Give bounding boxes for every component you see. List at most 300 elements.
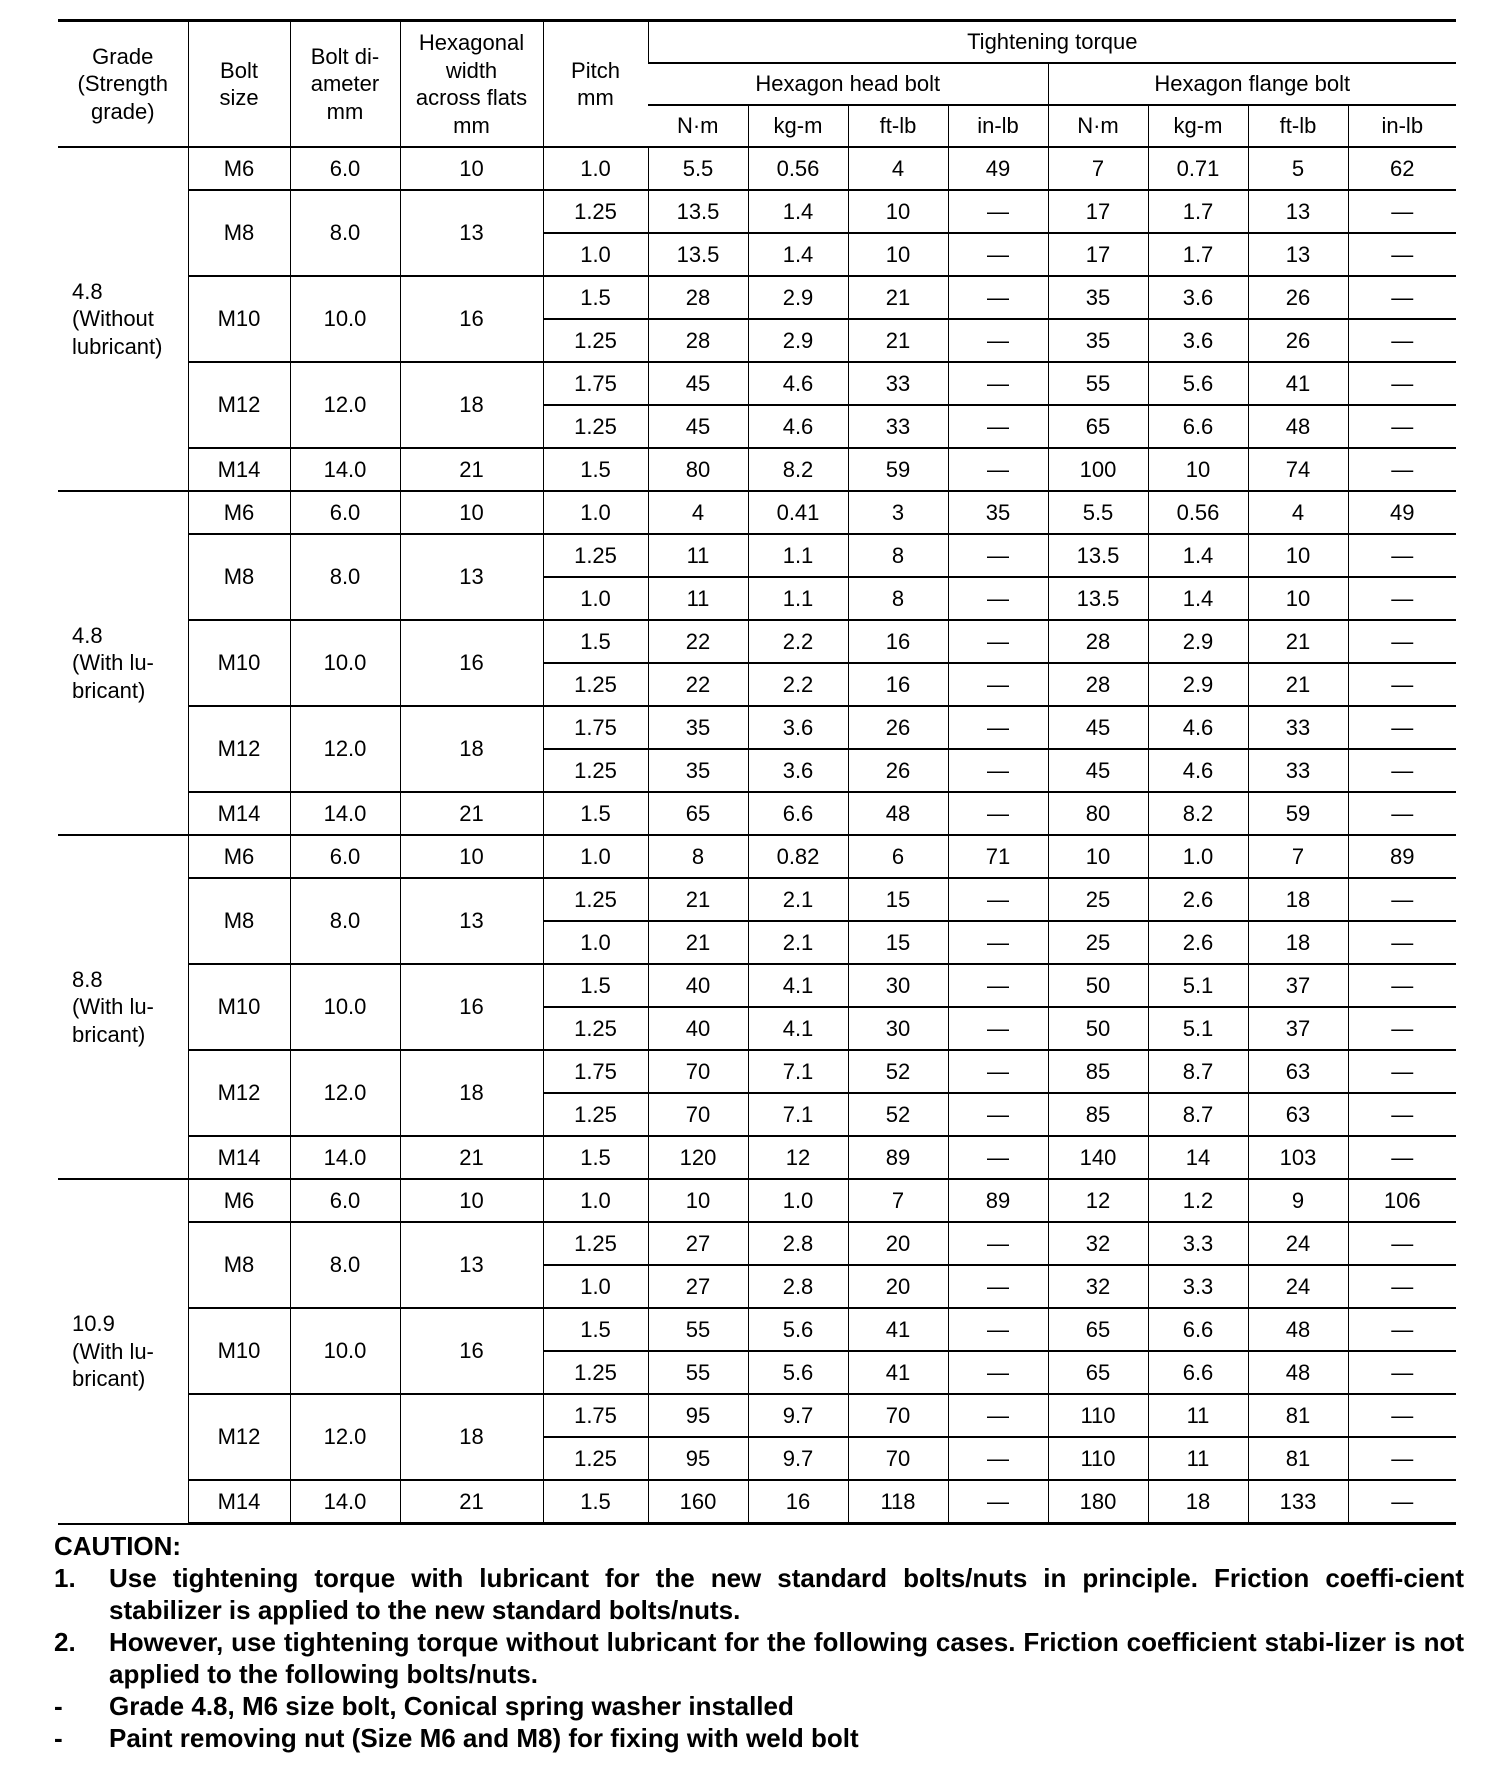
caution-item bbox=[54, 1626, 1464, 1690]
hex-width-cell: 13 bbox=[400, 1222, 543, 1308]
pitch-cell: 1.5 bbox=[543, 1480, 648, 1524]
flange-torque-cell: 49 bbox=[1348, 491, 1456, 534]
flange-torque-cell: — bbox=[1348, 921, 1456, 964]
pitch-cell: 1.75 bbox=[543, 362, 648, 405]
head-torque-cell: 22 bbox=[648, 663, 748, 706]
bolt-diameter-cell: 10.0 bbox=[290, 1308, 400, 1394]
caution-item-marker: 1. bbox=[54, 1563, 76, 1593]
flange-torque-cell: — bbox=[1348, 1308, 1456, 1351]
head-torque-cell: 8 bbox=[848, 577, 948, 620]
head-torque-cell: 7.1 bbox=[748, 1050, 848, 1093]
flange-torque-cell: 1.0 bbox=[1148, 835, 1248, 878]
bolt-size-cell: M12 bbox=[188, 1050, 290, 1136]
flange-torque-cell: 18 bbox=[1148, 1480, 1248, 1524]
bolt-diameter-cell: 14.0 bbox=[290, 1136, 400, 1179]
table-row bbox=[58, 1136, 1456, 1179]
hex-width-cell: 18 bbox=[400, 706, 543, 792]
pitch-cell: 1.25 bbox=[543, 878, 648, 921]
head-torque-cell: 1.1 bbox=[748, 577, 848, 620]
head-torque-cell: — bbox=[948, 706, 1048, 749]
head-torque-cell: 16 bbox=[848, 620, 948, 663]
head-torque-cell: 13.5 bbox=[648, 190, 748, 233]
head-torque-cell: 95 bbox=[648, 1394, 748, 1437]
hex-width-cell: 10 bbox=[400, 1179, 543, 1222]
pitch-cell: 1.0 bbox=[543, 491, 648, 534]
flange-torque-cell: 5.6 bbox=[1148, 362, 1248, 405]
bolt-diameter-cell: 12.0 bbox=[290, 706, 400, 792]
head-torque-cell: 8 bbox=[848, 534, 948, 577]
flange-torque-cell: 13 bbox=[1248, 190, 1348, 233]
flange-torque-cell: 8.7 bbox=[1148, 1093, 1248, 1136]
head-torque-cell: 2.9 bbox=[748, 276, 848, 319]
head-torque-cell: — bbox=[948, 663, 1048, 706]
header-unit: kg-m bbox=[1148, 105, 1248, 147]
bolt-size-cell: M8 bbox=[188, 878, 290, 964]
flange-torque-cell: 11 bbox=[1148, 1437, 1248, 1480]
head-torque-cell: 5.5 bbox=[648, 147, 748, 190]
table-row bbox=[58, 491, 1456, 534]
bolt-diameter-cell: 6.0 bbox=[290, 491, 400, 534]
flange-torque-cell: 89 bbox=[1348, 835, 1456, 878]
hex-width-cell: 13 bbox=[400, 534, 543, 620]
caution-item-marker: 2. bbox=[54, 1627, 76, 1657]
head-torque-cell: — bbox=[948, 921, 1048, 964]
head-torque-cell: 21 bbox=[648, 921, 748, 964]
flange-torque-cell: 28 bbox=[1048, 620, 1148, 663]
flange-torque-cell: — bbox=[1348, 1265, 1456, 1308]
flange-torque-cell: 2.6 bbox=[1148, 878, 1248, 921]
header-unit: ft-lb bbox=[1248, 105, 1348, 147]
flange-torque-cell: 2.6 bbox=[1148, 921, 1248, 964]
head-torque-cell: 89 bbox=[948, 1179, 1048, 1222]
flange-torque-cell: 18 bbox=[1248, 878, 1348, 921]
grade-cell: 4.8 (Without lubricant) bbox=[58, 147, 188, 491]
pitch-cell: 1.5 bbox=[543, 1136, 648, 1179]
bolt-size-cell: M8 bbox=[188, 534, 290, 620]
head-torque-cell: 15 bbox=[848, 878, 948, 921]
head-torque-cell: 2.9 bbox=[748, 319, 848, 362]
head-torque-cell: 4.6 bbox=[748, 405, 848, 448]
head-torque-cell: — bbox=[948, 878, 1048, 921]
flange-torque-cell: 37 bbox=[1248, 964, 1348, 1007]
flange-torque-cell: 25 bbox=[1048, 921, 1148, 964]
table-row bbox=[58, 792, 1456, 835]
head-torque-cell: — bbox=[948, 1222, 1048, 1265]
caution-item bbox=[54, 1562, 1464, 1626]
head-torque-cell: 20 bbox=[848, 1265, 948, 1308]
hex-width-cell: 21 bbox=[400, 1136, 543, 1179]
flange-torque-cell: — bbox=[1348, 448, 1456, 491]
head-torque-cell: 70 bbox=[648, 1093, 748, 1136]
head-torque-cell: — bbox=[948, 964, 1048, 1007]
flange-torque-cell: 65 bbox=[1048, 405, 1148, 448]
flange-torque-cell: — bbox=[1348, 1007, 1456, 1050]
bolt-size-cell: M12 bbox=[188, 1394, 290, 1480]
caution-item-text: Grade 4.8, M6 size bolt, Conical spring washer installed bbox=[109, 1691, 794, 1721]
pitch-cell: 1.25 bbox=[543, 749, 648, 792]
flange-torque-cell: 81 bbox=[1248, 1394, 1348, 1437]
head-torque-cell: 21 bbox=[848, 319, 948, 362]
flange-torque-cell: 26 bbox=[1248, 276, 1348, 319]
head-torque-cell: 7.1 bbox=[748, 1093, 848, 1136]
pitch-cell: 1.75 bbox=[543, 1394, 648, 1437]
flange-torque-cell: 10 bbox=[1048, 835, 1148, 878]
flange-torque-cell: 74 bbox=[1248, 448, 1348, 491]
caution-item-marker: - bbox=[54, 1723, 63, 1753]
head-torque-cell: 95 bbox=[648, 1437, 748, 1480]
flange-torque-cell: 14 bbox=[1148, 1136, 1248, 1179]
head-torque-cell: 8 bbox=[648, 835, 748, 878]
flange-torque-cell: 33 bbox=[1248, 706, 1348, 749]
table-row bbox=[58, 835, 1456, 878]
flange-torque-cell: — bbox=[1348, 706, 1456, 749]
head-torque-cell: 3.6 bbox=[748, 706, 848, 749]
flange-torque-cell: 3.6 bbox=[1148, 276, 1248, 319]
flange-torque-cell: 18 bbox=[1248, 921, 1348, 964]
bolt-diameter-cell: 6.0 bbox=[290, 1179, 400, 1222]
head-torque-cell: 1.4 bbox=[748, 190, 848, 233]
table-row bbox=[58, 534, 1456, 577]
flange-torque-cell: 8.7 bbox=[1148, 1050, 1248, 1093]
flange-torque-cell: — bbox=[1348, 1093, 1456, 1136]
head-torque-cell: 16 bbox=[848, 663, 948, 706]
head-torque-cell: 2.8 bbox=[748, 1222, 848, 1265]
flange-torque-cell: 12 bbox=[1048, 1179, 1148, 1222]
flange-torque-cell: 28 bbox=[1048, 663, 1148, 706]
flange-torque-cell: 5.1 bbox=[1148, 964, 1248, 1007]
caution-item-text: Paint removing nut (Size M6 and M8) for fixing with weld bolt bbox=[109, 1723, 859, 1753]
head-torque-cell: 1.0 bbox=[748, 1179, 848, 1222]
flange-torque-cell: 24 bbox=[1248, 1222, 1348, 1265]
flange-torque-cell: 5 bbox=[1248, 147, 1348, 190]
hex-width-cell: 10 bbox=[400, 835, 543, 878]
head-torque-cell: 55 bbox=[648, 1308, 748, 1351]
head-torque-cell: — bbox=[948, 534, 1048, 577]
pitch-cell: 1.5 bbox=[543, 448, 648, 491]
head-torque-cell: 5.6 bbox=[748, 1351, 848, 1394]
flange-torque-cell: — bbox=[1348, 534, 1456, 577]
flange-torque-cell: 5.5 bbox=[1048, 491, 1148, 534]
head-torque-cell: 11 bbox=[648, 577, 748, 620]
head-torque-cell: — bbox=[948, 1093, 1048, 1136]
pitch-cell: 1.5 bbox=[543, 792, 648, 835]
head-torque-cell: 30 bbox=[848, 1007, 948, 1050]
head-torque-cell: 2.8 bbox=[748, 1265, 848, 1308]
pitch-cell: 1.0 bbox=[543, 835, 648, 878]
bolt-size-cell: M14 bbox=[188, 448, 290, 491]
flange-torque-cell: 32 bbox=[1048, 1222, 1148, 1265]
table-body bbox=[58, 147, 1456, 1524]
flange-torque-cell: 65 bbox=[1048, 1351, 1148, 1394]
head-torque-cell: 0.82 bbox=[748, 835, 848, 878]
flange-torque-cell: 1.2 bbox=[1148, 1179, 1248, 1222]
head-torque-cell: 4 bbox=[848, 147, 948, 190]
head-torque-cell: 11 bbox=[648, 534, 748, 577]
head-torque-cell: 52 bbox=[848, 1050, 948, 1093]
head-torque-cell: 9.7 bbox=[748, 1437, 848, 1480]
hex-width-cell: 21 bbox=[400, 1480, 543, 1524]
bolt-size-cell: M8 bbox=[188, 1222, 290, 1308]
head-torque-cell: — bbox=[948, 749, 1048, 792]
header-bolt-diameter: Bolt di- ameter mm bbox=[290, 21, 400, 148]
head-torque-cell: 2.2 bbox=[748, 663, 848, 706]
head-torque-cell: 4.1 bbox=[748, 1007, 848, 1050]
flange-torque-cell: 50 bbox=[1048, 964, 1148, 1007]
head-torque-cell: — bbox=[948, 405, 1048, 448]
head-torque-cell: 30 bbox=[848, 964, 948, 1007]
flange-torque-cell: 63 bbox=[1248, 1093, 1348, 1136]
flange-torque-cell: 2.9 bbox=[1148, 620, 1248, 663]
flange-torque-cell: 133 bbox=[1248, 1480, 1348, 1524]
flange-torque-cell: — bbox=[1348, 878, 1456, 921]
table-row bbox=[58, 1394, 1456, 1437]
flange-torque-cell: 24 bbox=[1248, 1265, 1348, 1308]
hex-width-cell: 21 bbox=[400, 792, 543, 835]
flange-torque-cell: 11 bbox=[1148, 1394, 1248, 1437]
head-torque-cell: — bbox=[948, 1050, 1048, 1093]
head-torque-cell: 40 bbox=[648, 1007, 748, 1050]
head-torque-cell: 13.5 bbox=[648, 233, 748, 276]
table-row bbox=[58, 1179, 1456, 1222]
pitch-cell: 1.25 bbox=[543, 1093, 648, 1136]
flange-torque-cell: 33 bbox=[1248, 749, 1348, 792]
bolt-size-cell: M12 bbox=[188, 706, 290, 792]
head-torque-cell: 65 bbox=[648, 792, 748, 835]
head-torque-cell: 21 bbox=[648, 878, 748, 921]
flange-torque-cell: 55 bbox=[1048, 362, 1148, 405]
head-torque-cell: 35 bbox=[648, 706, 748, 749]
table-row bbox=[58, 878, 1456, 921]
flange-torque-cell: 10 bbox=[1248, 577, 1348, 620]
flange-torque-cell: 48 bbox=[1248, 1308, 1348, 1351]
flange-torque-cell: 4.6 bbox=[1148, 706, 1248, 749]
head-torque-cell: — bbox=[948, 1437, 1048, 1480]
pitch-cell: 1.5 bbox=[543, 1308, 648, 1351]
bolt-size-cell: M14 bbox=[188, 792, 290, 835]
flange-torque-cell: 4 bbox=[1248, 491, 1348, 534]
table-row bbox=[58, 1480, 1456, 1524]
table-row bbox=[58, 964, 1456, 1007]
head-torque-cell: — bbox=[948, 577, 1048, 620]
flange-torque-cell: 1.4 bbox=[1148, 577, 1248, 620]
flange-torque-cell: 59 bbox=[1248, 792, 1348, 835]
hex-width-cell: 18 bbox=[400, 362, 543, 448]
bolt-diameter-cell: 10.0 bbox=[290, 620, 400, 706]
head-torque-cell: 55 bbox=[648, 1351, 748, 1394]
flange-torque-cell: — bbox=[1348, 1437, 1456, 1480]
bolt-size-cell: M6 bbox=[188, 147, 290, 190]
pitch-cell: 1.25 bbox=[543, 534, 648, 577]
bolt-diameter-cell: 8.0 bbox=[290, 878, 400, 964]
head-torque-cell: 70 bbox=[648, 1050, 748, 1093]
bolt-size-cell: M12 bbox=[188, 362, 290, 448]
flange-torque-cell: — bbox=[1348, 276, 1456, 319]
table-row bbox=[58, 362, 1456, 405]
header-unit: in-lb bbox=[1348, 105, 1456, 147]
head-torque-cell: — bbox=[948, 1007, 1048, 1050]
flange-torque-cell: — bbox=[1348, 620, 1456, 663]
head-torque-cell: 70 bbox=[848, 1394, 948, 1437]
pitch-cell: 1.5 bbox=[543, 620, 648, 663]
flange-torque-cell: — bbox=[1348, 663, 1456, 706]
head-torque-cell: 6 bbox=[848, 835, 948, 878]
flange-torque-cell: 110 bbox=[1048, 1437, 1148, 1480]
flange-torque-cell: 85 bbox=[1048, 1050, 1148, 1093]
bolt-size-cell: M6 bbox=[188, 1179, 290, 1222]
head-torque-cell: — bbox=[948, 319, 1048, 362]
bolt-size-cell: M10 bbox=[188, 964, 290, 1050]
flange-torque-cell: — bbox=[1348, 233, 1456, 276]
head-torque-cell: 35 bbox=[648, 749, 748, 792]
bolt-diameter-cell: 14.0 bbox=[290, 792, 400, 835]
flange-torque-cell: 1.4 bbox=[1148, 534, 1248, 577]
head-torque-cell: 45 bbox=[648, 405, 748, 448]
flange-torque-cell: 10 bbox=[1248, 534, 1348, 577]
head-torque-cell: 3.6 bbox=[748, 749, 848, 792]
bolt-diameter-cell: 6.0 bbox=[290, 835, 400, 878]
head-torque-cell: — bbox=[948, 1351, 1048, 1394]
head-torque-cell: 9.7 bbox=[748, 1394, 848, 1437]
pitch-cell: 1.75 bbox=[543, 1050, 648, 1093]
pitch-cell: 1.25 bbox=[543, 1222, 648, 1265]
head-torque-cell: — bbox=[948, 1394, 1048, 1437]
pitch-cell: 1.25 bbox=[543, 405, 648, 448]
head-torque-cell: 41 bbox=[848, 1308, 948, 1351]
pitch-cell: 1.5 bbox=[543, 276, 648, 319]
head-torque-cell: 59 bbox=[848, 448, 948, 491]
hex-width-cell: 18 bbox=[400, 1050, 543, 1136]
bolt-size-cell: M6 bbox=[188, 835, 290, 878]
head-torque-cell: 26 bbox=[848, 749, 948, 792]
bolt-size-cell: M14 bbox=[188, 1136, 290, 1179]
flange-torque-cell: — bbox=[1348, 1222, 1456, 1265]
flange-torque-cell: 1.7 bbox=[1148, 233, 1248, 276]
header-bolt-size: Bolt size bbox=[188, 21, 290, 148]
flange-torque-cell: 5.1 bbox=[1148, 1007, 1248, 1050]
pitch-cell: 1.0 bbox=[543, 921, 648, 964]
head-torque-cell: — bbox=[948, 276, 1048, 319]
flange-torque-cell: 85 bbox=[1048, 1093, 1148, 1136]
flange-torque-cell: 140 bbox=[1048, 1136, 1148, 1179]
head-torque-cell: 120 bbox=[648, 1136, 748, 1179]
flange-torque-cell: 106 bbox=[1348, 1179, 1456, 1222]
flange-torque-cell: 21 bbox=[1248, 663, 1348, 706]
flange-torque-cell: — bbox=[1348, 362, 1456, 405]
flange-torque-cell: 6.6 bbox=[1148, 1308, 1248, 1351]
header-hex-width: Hexagonal width across flats mm bbox=[400, 21, 543, 148]
flange-torque-cell: — bbox=[1348, 577, 1456, 620]
tightening-torque-table bbox=[58, 19, 1456, 1525]
flange-torque-cell: 4.6 bbox=[1148, 749, 1248, 792]
head-torque-cell: — bbox=[948, 190, 1048, 233]
flange-torque-cell: 6.6 bbox=[1148, 1351, 1248, 1394]
header-unit: kg-m bbox=[748, 105, 848, 147]
head-torque-cell: 80 bbox=[648, 448, 748, 491]
bolt-diameter-cell: 12.0 bbox=[290, 362, 400, 448]
head-torque-cell: 22 bbox=[648, 620, 748, 663]
head-torque-cell: 20 bbox=[848, 1222, 948, 1265]
head-torque-cell: — bbox=[948, 620, 1048, 663]
head-torque-cell: 48 bbox=[848, 792, 948, 835]
head-torque-cell: — bbox=[948, 792, 1048, 835]
head-torque-cell: 40 bbox=[648, 964, 748, 1007]
head-torque-cell: 49 bbox=[948, 147, 1048, 190]
bolt-diameter-cell: 14.0 bbox=[290, 448, 400, 491]
flange-torque-cell: 17 bbox=[1048, 190, 1148, 233]
head-torque-cell: 52 bbox=[848, 1093, 948, 1136]
caution-item-marker: - bbox=[54, 1691, 63, 1721]
flange-torque-cell: 63 bbox=[1248, 1050, 1348, 1093]
flange-torque-cell: 6.6 bbox=[1148, 405, 1248, 448]
flange-torque-cell: 2.9 bbox=[1148, 663, 1248, 706]
flange-torque-cell: — bbox=[1348, 1351, 1456, 1394]
flange-torque-cell: 100 bbox=[1048, 448, 1148, 491]
flange-torque-cell: 3.3 bbox=[1148, 1222, 1248, 1265]
head-torque-cell: 3 bbox=[848, 491, 948, 534]
flange-torque-cell: 37 bbox=[1248, 1007, 1348, 1050]
flange-torque-cell: — bbox=[1348, 1394, 1456, 1437]
head-torque-cell: 0.41 bbox=[748, 491, 848, 534]
bolt-diameter-cell: 12.0 bbox=[290, 1050, 400, 1136]
hex-width-cell: 13 bbox=[400, 190, 543, 276]
grade-cell: 10.9 (With lu- bricant) bbox=[58, 1179, 188, 1524]
table-row bbox=[58, 620, 1456, 663]
bolt-size-cell: M14 bbox=[188, 1480, 290, 1524]
head-torque-cell: — bbox=[948, 362, 1048, 405]
flange-torque-cell: 9 bbox=[1248, 1179, 1348, 1222]
flange-torque-cell: 80 bbox=[1048, 792, 1148, 835]
head-torque-cell: — bbox=[948, 1480, 1048, 1524]
bolt-size-cell: M10 bbox=[188, 1308, 290, 1394]
head-torque-cell: 33 bbox=[848, 405, 948, 448]
head-torque-cell: — bbox=[948, 233, 1048, 276]
head-torque-cell: 21 bbox=[848, 276, 948, 319]
bolt-size-cell: M10 bbox=[188, 620, 290, 706]
pitch-cell: 1.25 bbox=[543, 190, 648, 233]
bolt-diameter-cell: 10.0 bbox=[290, 276, 400, 362]
flange-torque-cell: — bbox=[1348, 964, 1456, 1007]
head-torque-cell: — bbox=[948, 1136, 1048, 1179]
pitch-cell: 1.75 bbox=[543, 706, 648, 749]
head-torque-cell: 2.1 bbox=[748, 878, 848, 921]
head-torque-cell: 41 bbox=[848, 1351, 948, 1394]
flange-torque-cell: — bbox=[1348, 1050, 1456, 1093]
bolt-diameter-cell: 6.0 bbox=[290, 147, 400, 190]
pitch-cell: 1.0 bbox=[543, 147, 648, 190]
grade-cell: 8.8 (With lu- bricant) bbox=[58, 835, 188, 1179]
table-row bbox=[58, 706, 1456, 749]
bolt-size-cell: M8 bbox=[188, 190, 290, 276]
head-torque-cell: — bbox=[948, 1265, 1048, 1308]
flange-torque-cell: — bbox=[1348, 1136, 1456, 1179]
hex-width-cell: 16 bbox=[400, 620, 543, 706]
hex-width-cell: 13 bbox=[400, 878, 543, 964]
head-torque-cell: 28 bbox=[648, 276, 748, 319]
flange-torque-cell: 32 bbox=[1048, 1265, 1148, 1308]
table-row bbox=[58, 448, 1456, 491]
head-torque-cell: — bbox=[948, 448, 1048, 491]
flange-torque-cell: 26 bbox=[1248, 319, 1348, 362]
bolt-diameter-cell: 12.0 bbox=[290, 1394, 400, 1480]
head-torque-cell: 28 bbox=[648, 319, 748, 362]
flange-torque-cell: 3.6 bbox=[1148, 319, 1248, 362]
flange-torque-cell: 35 bbox=[1048, 319, 1148, 362]
pitch-cell: 1.25 bbox=[543, 1351, 648, 1394]
table-row bbox=[58, 1308, 1456, 1351]
head-torque-cell: 5.6 bbox=[748, 1308, 848, 1351]
flange-torque-cell: — bbox=[1348, 1480, 1456, 1524]
flange-torque-cell: 48 bbox=[1248, 405, 1348, 448]
